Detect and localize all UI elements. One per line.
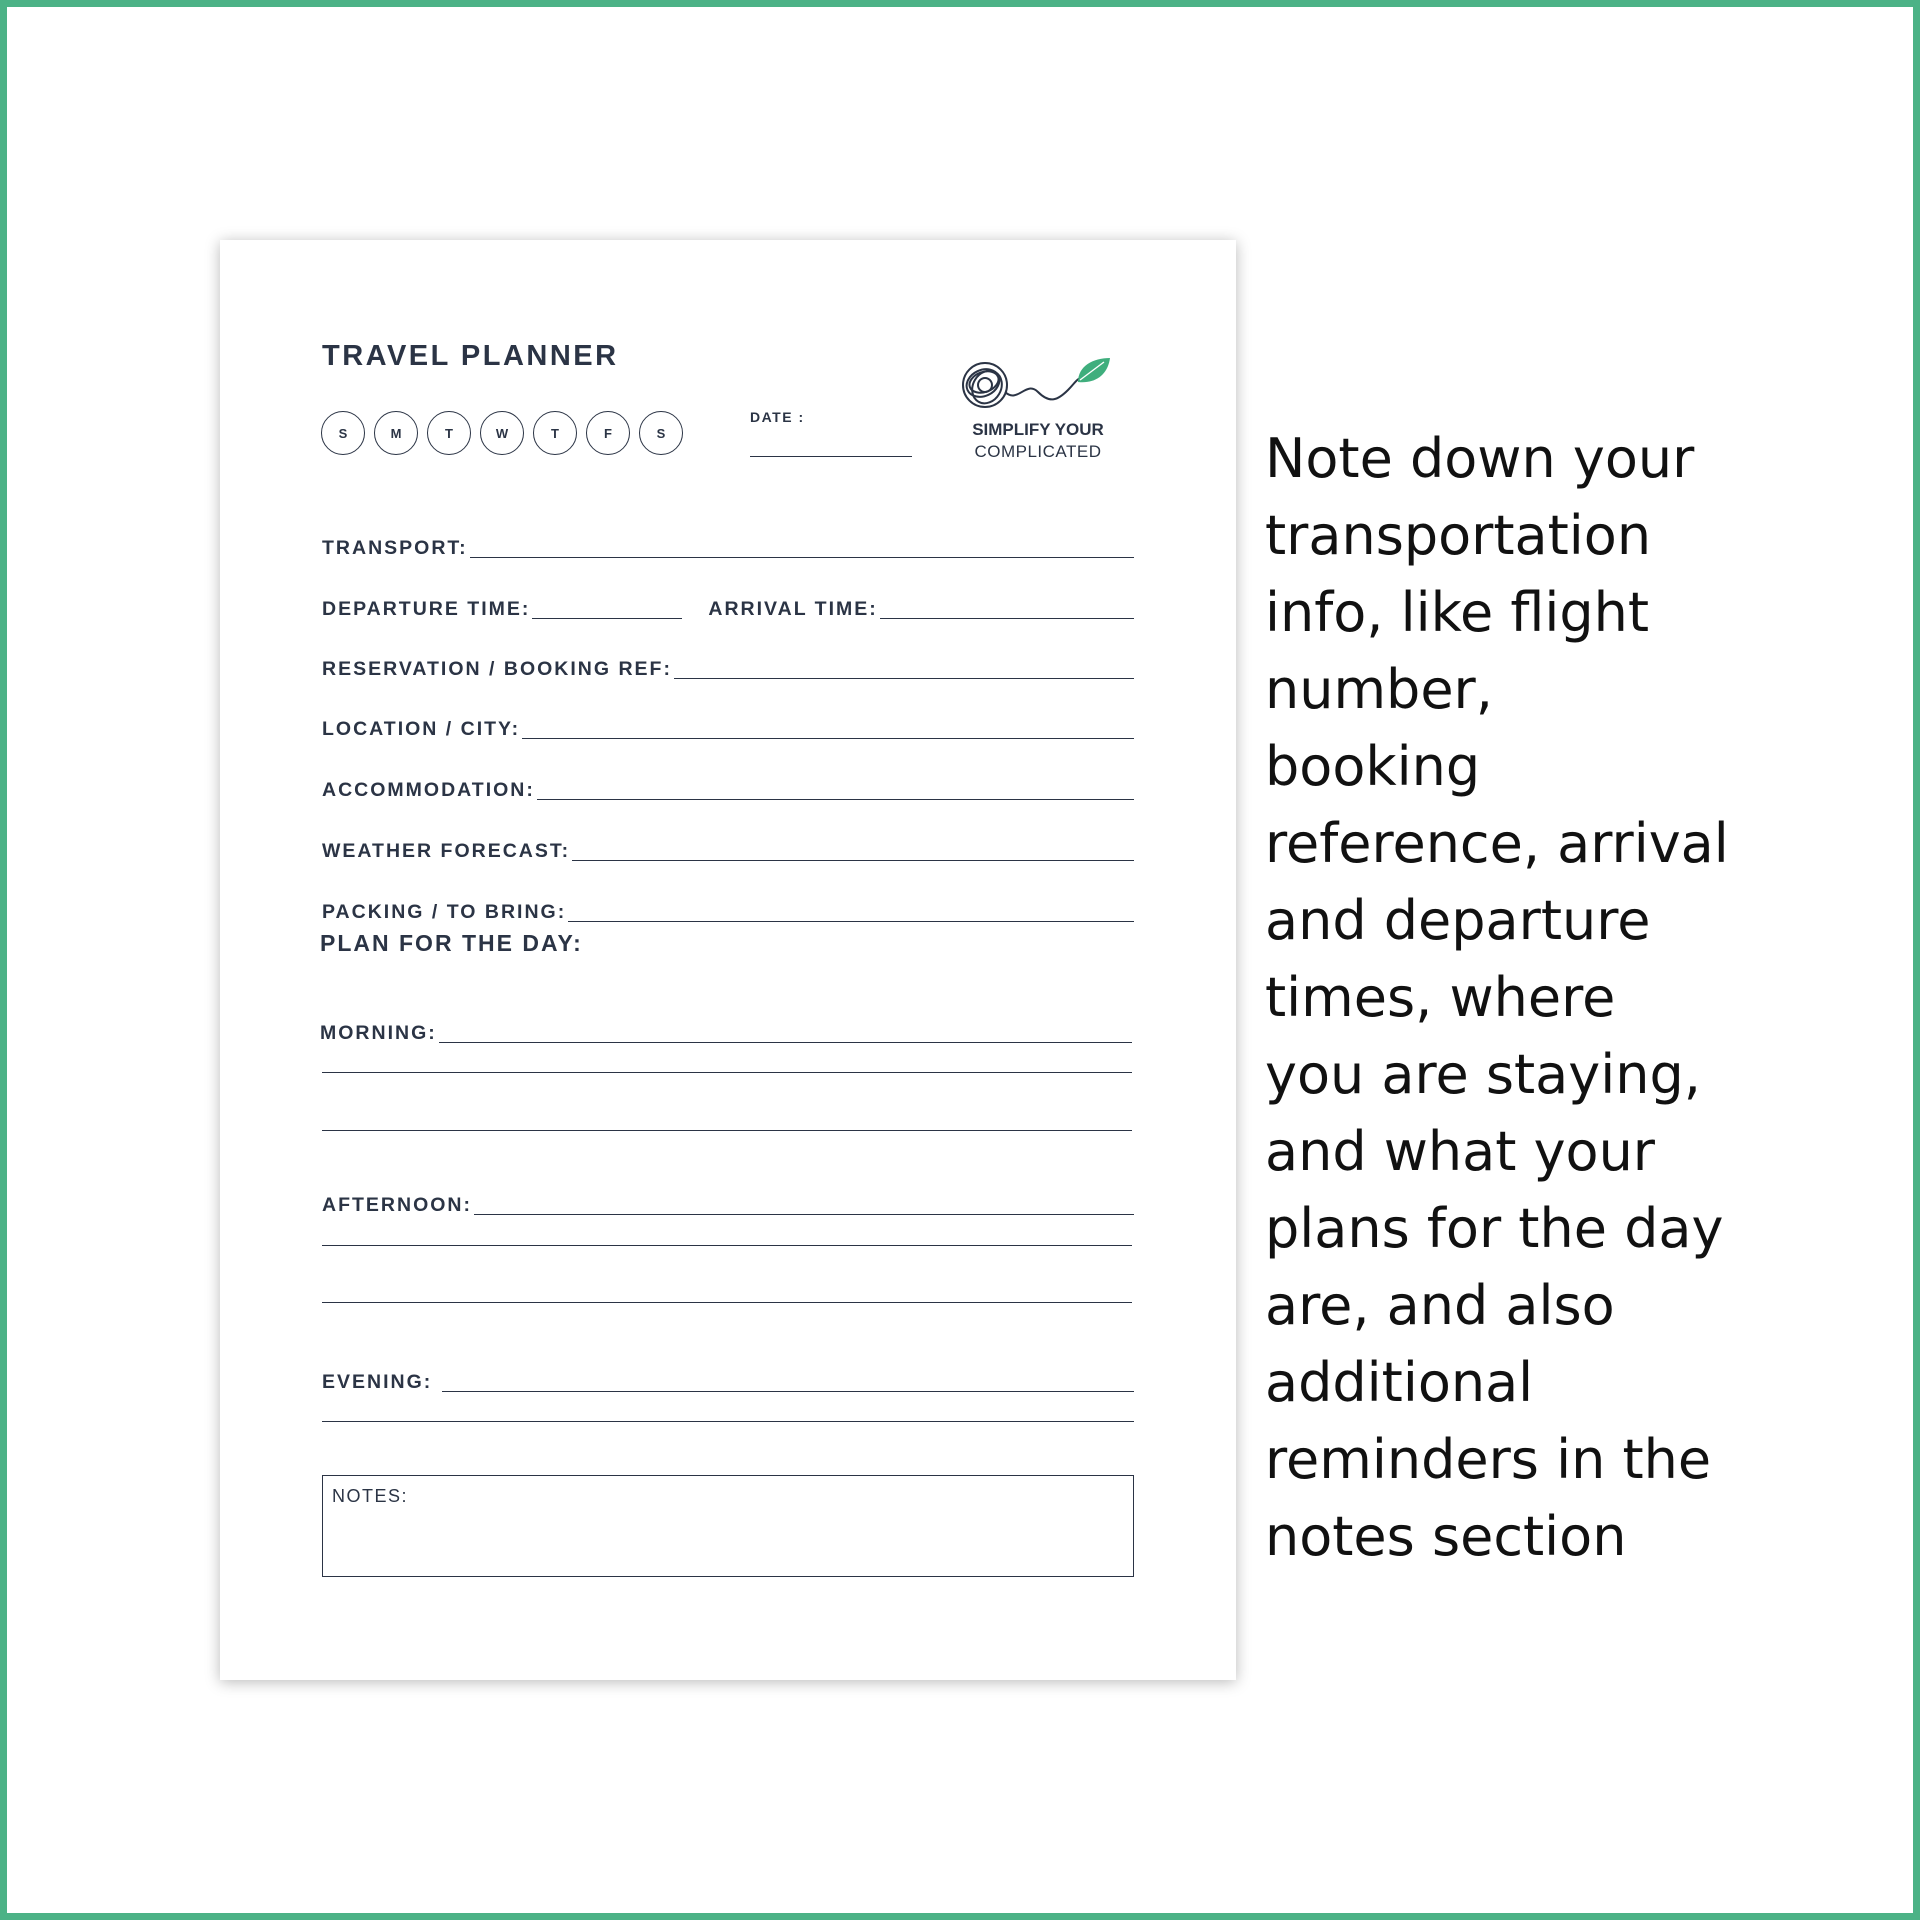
day-circle-tuesday[interactable]: T [427,411,471,455]
afternoon-line-3[interactable] [322,1302,1132,1303]
caption-line: and what your [1265,1120,1655,1183]
accommodation-label: ACCOMMODATION: [322,778,535,801]
transport-field[interactable] [470,557,1134,558]
reservation-field[interactable] [674,678,1134,679]
afternoon-line-2[interactable] [322,1245,1132,1246]
location-row [322,709,1134,739]
arrival-time-label: ARRIVAL TIME: [708,597,878,620]
caption-line: booking [1265,735,1481,798]
transport-label: TRANSPORT: [322,536,468,559]
accommodation-field[interactable] [537,799,1134,800]
caption-line: Note down your [1265,427,1695,490]
notes-label: NOTES: [332,1486,409,1506]
caption-line: reference, arrival [1265,812,1729,875]
planner-sheet [220,240,1236,1680]
description-text [1265,420,1885,1575]
morning-field[interactable] [439,1042,1132,1043]
location-field[interactable] [522,738,1134,739]
logo-text-line2: COMPLICATED [974,442,1102,461]
evening-row [322,1362,1134,1392]
transport-row [322,528,1134,558]
caption-line: transportation [1265,504,1652,567]
evening-line-2[interactable] [322,1421,1134,1422]
evening-field[interactable] [442,1391,1134,1392]
reservation-row [322,649,1134,679]
morning-label: MORNING: [320,1021,437,1044]
caption-line: notes section [1265,1505,1627,1568]
time-row [322,589,1134,619]
departure-time-label: DEPARTURE TIME: [322,597,531,620]
afternoon-field[interactable] [474,1214,1134,1215]
notes-box[interactable] [322,1475,1134,1577]
weather-row [322,831,1134,861]
date-field[interactable] [750,456,912,457]
arrival-time-field[interactable] [880,618,1134,619]
weather-field[interactable] [572,860,1134,861]
caption-line: you are staying, [1265,1043,1701,1106]
weather-label: WEATHER FORECAST: [322,839,571,862]
caption-line: reminders in the [1265,1428,1712,1491]
tangled-yarn-leaf-icon [958,352,1118,412]
morning-row [320,1013,1132,1043]
weekday-selector [321,411,683,455]
caption-line: are, and also [1265,1274,1615,1337]
day-circle-wednesday[interactable]: W [480,411,524,455]
morning-line-2[interactable] [322,1072,1132,1073]
caption-line: number, [1265,658,1493,721]
caption-line: info, like flight [1265,581,1650,644]
date-label: DATE : [750,409,805,425]
afternoon-label: AFTERNOON: [322,1193,472,1216]
caption-line: plans for the day [1265,1197,1724,1260]
logo-text-line1: SIMPLIFY YOUR [972,420,1104,439]
packing-row [322,892,1134,922]
day-circle-friday[interactable]: F [586,411,630,455]
packing-field[interactable] [568,921,1134,922]
caption-line: additional [1265,1351,1534,1414]
day-circle-monday[interactable]: M [374,411,418,455]
caption-line: and departure [1265,889,1651,952]
reservation-label: RESERVATION / BOOKING REF: [322,657,672,680]
planner-title: TRAVEL PLANNER [322,340,619,372]
caption-line: times, where [1265,966,1616,1029]
departure-time-field[interactable] [532,618,682,619]
evening-label: EVENING: [322,1370,433,1393]
morning-line-3[interactable] [322,1130,1132,1131]
afternoon-row [322,1185,1134,1215]
location-label: LOCATION / CITY: [322,717,521,740]
accommodation-row [322,770,1134,800]
packing-label: PACKING / TO BRING: [322,900,567,923]
day-circle-sunday[interactable]: S [321,411,365,455]
plan-heading: PLAN FOR THE DAY: [320,930,583,956]
day-circle-thursday[interactable]: T [533,411,577,455]
day-circle-saturday[interactable]: S [639,411,683,455]
